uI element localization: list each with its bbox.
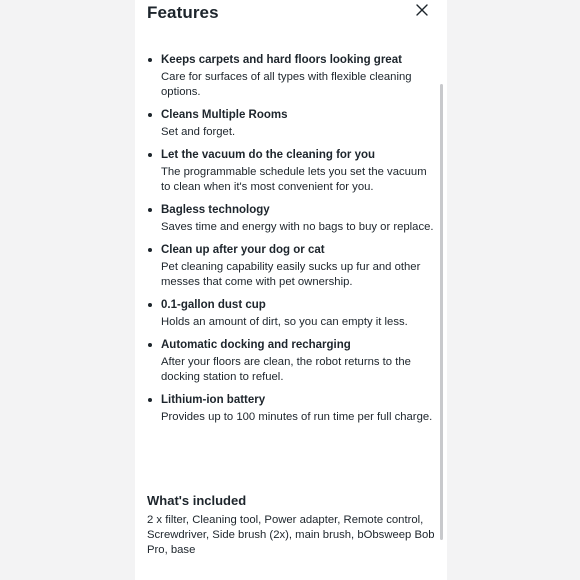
feature-title: Automatic docking and recharging <box>161 339 351 351</box>
feature-title: Clean up after your dog or cat <box>161 244 325 256</box>
scrollbar-thumb[interactable] <box>440 84 443 540</box>
feature-title: Lithium-ion battery <box>161 394 266 406</box>
feature-item <box>161 243 437 290</box>
bullet-icon <box>148 153 152 157</box>
feature-item <box>161 298 437 330</box>
feature-item <box>161 53 437 100</box>
panel-header <box>147 0 443 30</box>
feature-description: Provides up to 100 minutes of run time per full charge. <box>161 411 433 423</box>
features-list <box>161 53 437 433</box>
feature-item <box>161 338 437 385</box>
feature-title: Keeps carpets and hard floors looking great <box>161 54 402 66</box>
bullet-icon <box>148 343 152 347</box>
feature-item <box>161 393 437 425</box>
close-button[interactable] <box>413 1 431 19</box>
whats-included-text: 2 x filter, Cleaning tool, Power adapter, Remote control, Screwdriver, Side brush (2x), main brush, bObsweep Bob Pro, base <box>147 514 435 556</box>
feature-title: Bagless technology <box>161 204 270 216</box>
bullet-icon <box>148 398 152 402</box>
bullet-icon <box>148 303 152 307</box>
feature-title: 0.1-gallon dust cup <box>161 299 266 311</box>
feature-item <box>161 203 437 235</box>
bullet-icon <box>148 113 152 117</box>
features-panel <box>135 0 447 580</box>
feature-description: The programmable schedule lets you set the vacuum to clean when it's most convenient for you. <box>161 166 427 193</box>
feature-description: After your floors are clean, the robot returns to the docking station to refuel. <box>161 356 411 383</box>
feature-description: Saves time and energy with no bags to buy or replace. <box>161 221 434 233</box>
feature-description: Pet cleaning capability easily sucks up fur and other messes that come with pet ownership. <box>161 261 421 288</box>
bullet-icon <box>148 208 152 212</box>
bullet-icon <box>148 248 152 252</box>
feature-item <box>161 148 437 195</box>
whats-included-section <box>147 492 443 558</box>
close-icon <box>413 1 431 19</box>
feature-title: Let the vacuum do the cleaning for you <box>161 149 376 161</box>
bullet-icon <box>148 58 152 62</box>
panel-title: Features <box>147 3 219 22</box>
feature-description: Set and forget. <box>161 126 236 138</box>
feature-title: Cleans Multiple Rooms <box>161 109 288 121</box>
feature-description: Holds an amount of dirt, so you can empty it less. <box>161 316 408 328</box>
feature-item <box>161 108 437 140</box>
whats-included-title: What's included <box>147 493 247 508</box>
feature-description: Care for surfaces of all types with flexible cleaning options. <box>161 71 412 98</box>
